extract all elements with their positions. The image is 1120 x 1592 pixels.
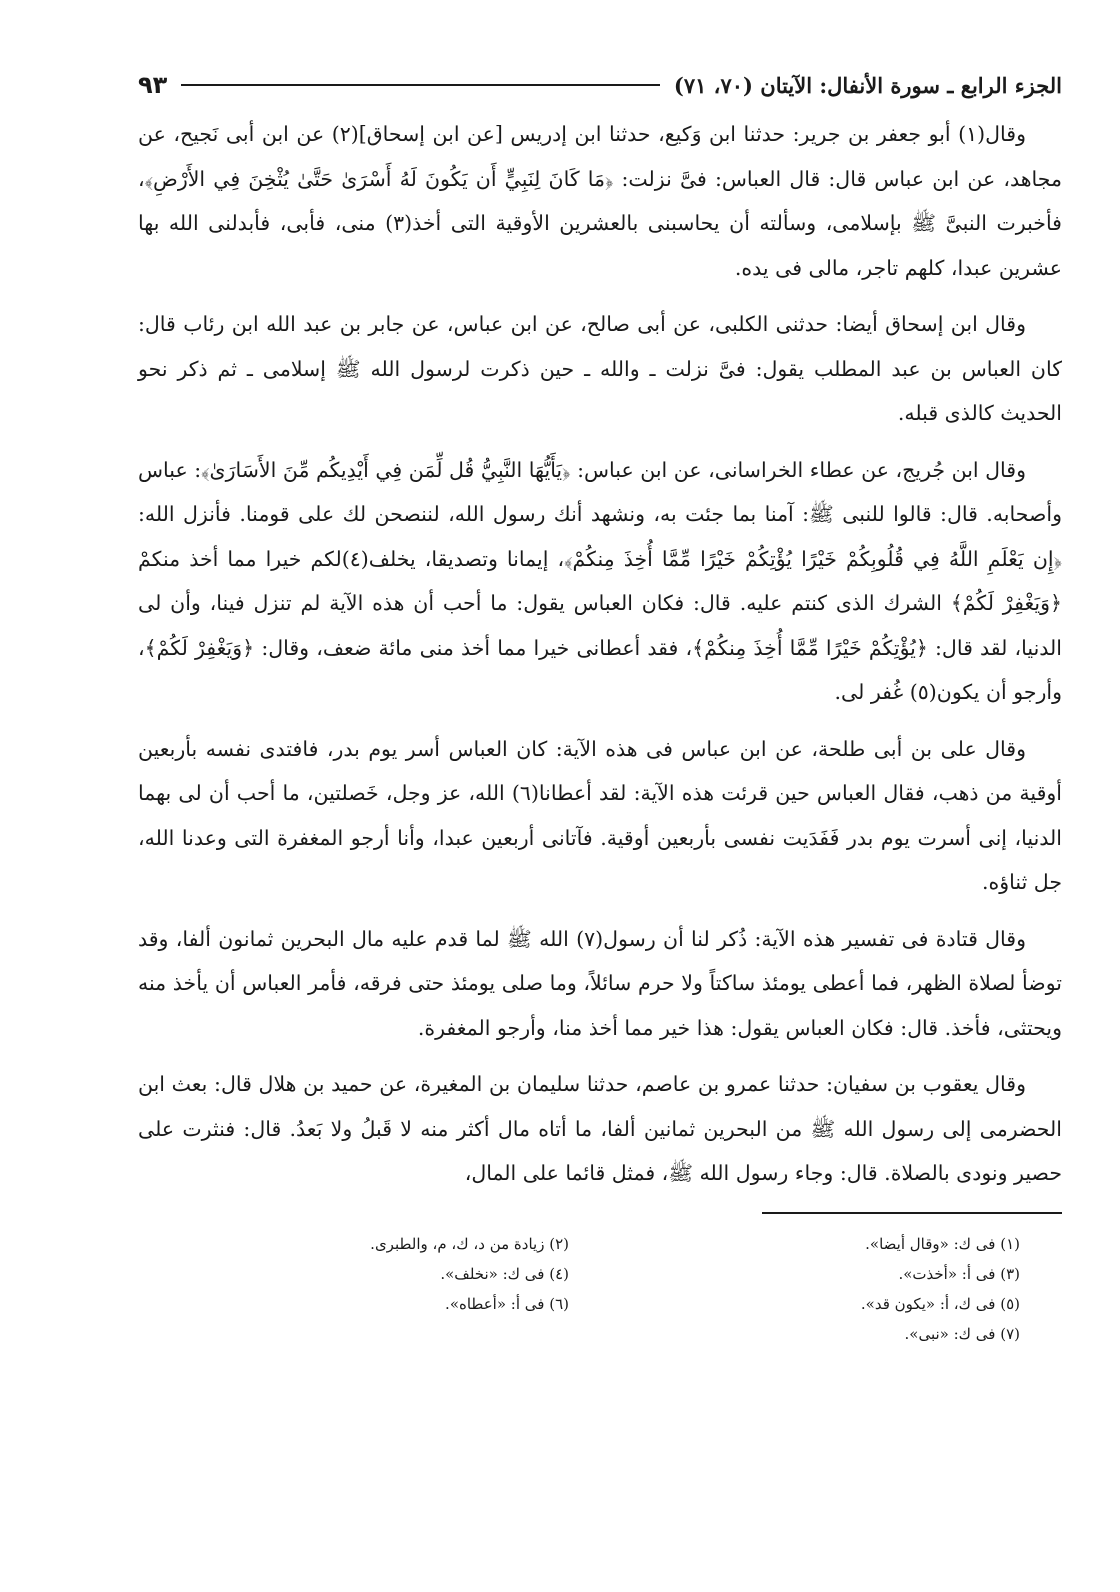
paragraph: وقال ابن جُريج، عن عطاء الخراسانى، عن ابن عباس: ﴿يَأَيُّهَا النَّبِيُّ قُل لِّمَن فِي أَيْدِيكُم مِّنَ الأَسَارَىٰ﴾: عباس وأصحابه. قال: قالوا للنبى ﷺ: آمنا بما جئت به، ونشهد أنك رسول الله، لننصحن لك على قومنا. فأنزل الله: ﴿إِن يَعْلَمِ اللَّهُ فِي قُلُوبِكُمْ خَيْرًا يُؤْتِكُمْ خَيْرًا مِّمَّا أُخِذَ مِنكُمْ﴾، إيمانا وتصديقا، يخلف(٤)لكم خيرا مما أخذ منكمْ ﴿وَيَغْفِرْ لَكُمْ﴾ الشرك الذى كنتم عليه. قال: فكان العباس يقول: ما أحب أن هذه الآية لم تنزل فينا، وأن لى الدنيا، لقد قال: ﴿يُؤْتِكُمْ خَيْرًا مِّمَّا أُخِذَ مِنكُمْ﴾، فقد أعطانى خيرا مما أخذ منى مائة ضعف، وقال: ﴿وَيَغْفِرْ لَكُمْ﴾، وأرجو أن يكون(٥) غُفر لى.	[138, 457, 1062, 704]
footnote: (٥) فى ك، أ: «يكون قد».	[860, 1294, 1020, 1313]
footnote: (٢) زيادة من د، ك، م، والطبرى.	[370, 1234, 569, 1253]
page	[138, 62, 1062, 1346]
paragraph: وقال قتادة فى تفسير هذه الآية: ذُكر لنا أن رسول(٧) الله ﷺ لما قدم عليه مال البحرين ثمانون ألفا، وقد توضأ لصلاة الظهر، فما أعطى يومئذ ساكتاً ولا حرم سائلاً، وما صلى يومئذ حتى فرقه، فأمر العباس أن يأخذ منه ويحتثى، فأخذ. قال: فكان العباس يقول: هذا خير مما أخذ منا، وأرجو المغفرة.	[138, 926, 1062, 1040]
footnote: (٧) فى ك: «نبى».	[904, 1324, 1020, 1343]
footnote-rule	[762, 1212, 1062, 1214]
footnote: (٦) فى أ: «أعطاه».	[445, 1294, 569, 1313]
paragraph: وقال يعقوب بن سفيان: حدثنا عمرو بن عاصم، حدثنا سليمان بن المغيرة، عن حميد بن هلال قال: بعث ابن الحضرمى إلى رسول الله ﷺ من البحرين ثمانين ألفا، ما أتاه مال أكثر منه لا قَبلُ ولا بَعدُ. قال: فنثرت على حصير ونودى بالصلاة. قال: وجاء رسول الله ﷺ، فمثل قائما على المال،	[138, 1072, 1062, 1185]
footnotes	[138, 1232, 1062, 1346]
paragraph: وقال ابن إسحاق أيضا: حدثنى الكلبى، عن أبى صالح، عن ابن عباس، عن جابر بن عبد الله ابن رئاب قال: كان العباس بن عبد المطلب يقول: فىَّ نزلت ـ والله ـ حين ذكرت لرسول الله ﷺ إسلامى ـ ثم ذكر نحو الحديث كالذى قبله.	[138, 312, 1062, 425]
footnote: (٣) فى أ: «أخذت».	[898, 1264, 1020, 1283]
body-text	[138, 112, 1062, 1196]
footnote: (١) فى ك: «وقال أيضا».	[865, 1234, 1020, 1253]
header-title: الجزء الرابع ـ سورة الأنفال: الآيتان (٧٠، ٧١)	[673, 72, 1062, 98]
page-number: ٩٣	[138, 71, 168, 99]
header-rule	[181, 84, 660, 86]
paragraph: وقال(١) أبو جعفر بن جرير: حدثنا ابن وَكيع، حدثنا ابن إدريس [عن ابن إسحاق](٢) عن ابن أبى نَجيح، عن مجاهد، عن ابن عباس قال: قال العباس: فىَّ نزلت: ﴿مَا كَانَ لِنَبِيٍّ أَن يَكُونَ لَهُ أَسْرَىٰ حَتَّىٰ يُثْخِنَ فِي الأَرْضِ﴾، فأخبرت النبىَّ ﷺ بإسلامى، وسألته أن يحاسبنى بالعشرين الأوقية التى أخذ(٣) منى، فأبى، فأبدلنى الله بها عشرين عبدا، كلهم تاجر، مالى فى يده.	[138, 122, 1062, 280]
running-head	[138, 62, 1062, 108]
footnote: (٤) فى ك: «نخلف».	[440, 1264, 569, 1283]
paragraph: وقال على بن أبى طلحة، عن ابن عباس فى هذه الآية: كان العباس أسر يوم بدر، فافتدى نفسه بأربعين أوقية من ذهب، فقال العباس حين قرئت هذه الآية: لقد أعطانا(٦) الله، عز وجل، خَصلتين، ما أحب أن لى بهما الدنيا، إنى أسرت يوم بدر فَفَدَيت نفسى بأربعين أوقية. فآتانى أربعين عبدا، وأنا أرجو المغفرة التى وعدنا الله، جل ثناؤه.	[138, 736, 1062, 894]
